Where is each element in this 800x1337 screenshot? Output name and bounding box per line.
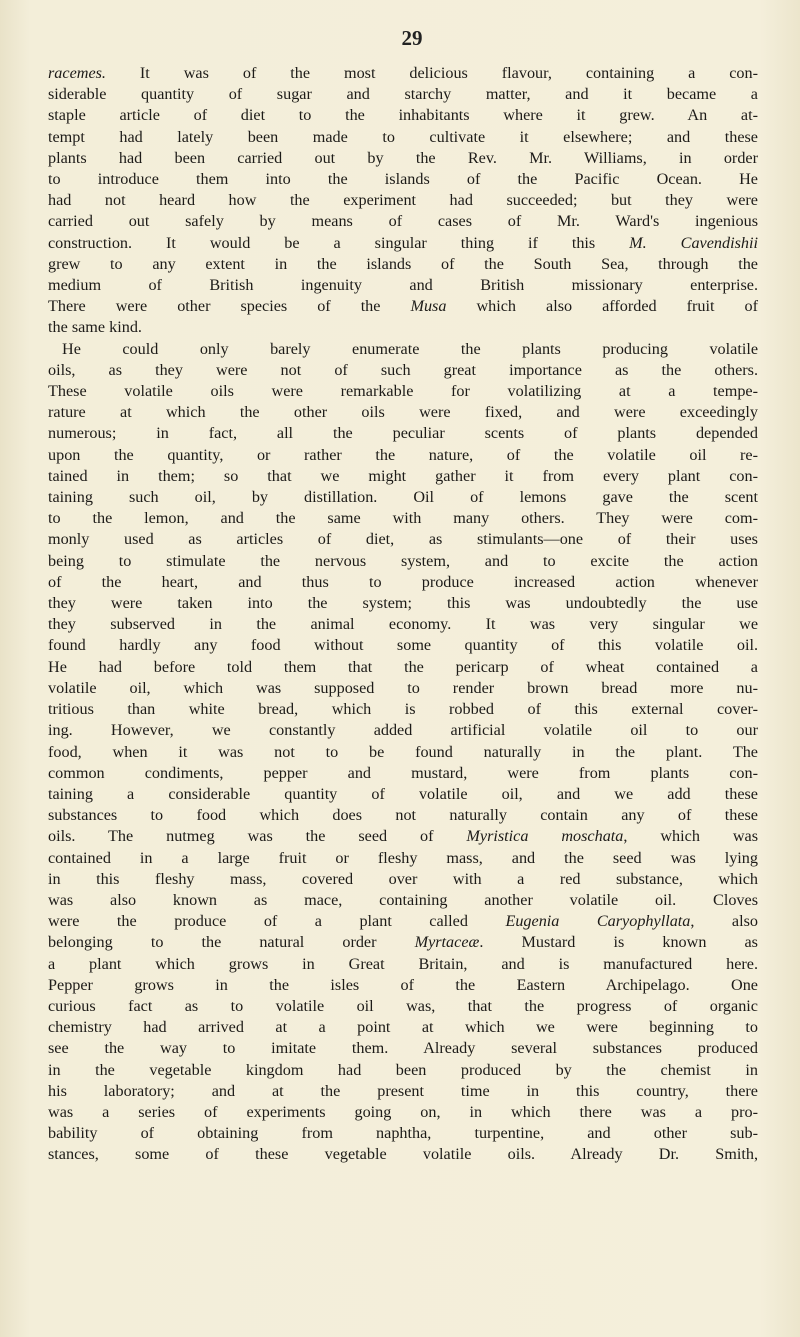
text-line: siderable quantity of sugar and starchy matter, and it became a — [48, 85, 758, 104]
text-line: tempt had lately been made to cultivate it elsewhere; and these — [48, 127, 758, 146]
text-line: chemistry had arrived at a point at which we were beginning to — [48, 1018, 758, 1037]
text-line: upon the quantity, or rather the nature, of the volatile oil re- — [48, 445, 758, 464]
text-line: was a series of experiments going on, in which there was a pro- — [48, 1102, 758, 1121]
paragraph-1 — [48, 63, 758, 339]
text-line: medium of British ingenuity and British missionary enterprise. — [48, 276, 758, 295]
text-line: belonging to the natural order Myrtaceæ. Mustard is known as — [48, 933, 758, 952]
text-line: construction. It would be a singular thing if this M. Cavendishii — [48, 233, 758, 252]
text-line: found hardly any food without some quantity of this volatile oil. — [48, 636, 758, 655]
text-line: These volatile oils were remarkable for volatilizing at a tempe- — [48, 382, 758, 401]
text-line: they were taken into the system; this was undoubtedly the use — [48, 594, 758, 613]
text-line: taining such oil, by distillation. Oil of lemons gave the scent — [48, 488, 758, 507]
text-line: food, when it was not to be found naturally in the plant. The — [48, 742, 758, 761]
text-line: volatile oil, which was supposed to render brown bread more nu- — [48, 678, 758, 697]
text-line: curious fact as to volatile oil was, that the progress of organic — [48, 996, 758, 1015]
text-line: to introduce them into the islands of the Pacific Ocean. He — [48, 170, 758, 189]
text-line: tained in them; so that we might gather it from every plant con- — [48, 466, 758, 485]
text-line: being to stimulate the nervous system, and to excite the action — [48, 551, 758, 570]
text-line: contained in a large fruit or fleshy mass, and the seed was lying — [48, 848, 758, 867]
text-line: taining a considerable quantity of volatile oil, and we add these — [48, 784, 758, 803]
text-line: He could only barely enumerate the plants producing volatile — [62, 339, 758, 358]
text-line: grew to any extent in the islands of the South Sea, through the — [48, 254, 758, 273]
text-line: oils. The nutmeg was the seed of Myristica moschata, which was — [48, 827, 758, 846]
text-line: staple article of diet to the inhabitants where it grew. An at- — [48, 106, 758, 125]
text-line: There were other species of the Musa which also afforded fruit of — [48, 297, 758, 316]
text-line: to the lemon, and the same with many others. They were com- — [48, 509, 758, 528]
text-line: plants had been carried out by the Rev. Mr. Williams, in order — [48, 148, 758, 167]
text-line: bability of obtaining from naphtha, turpentine, and other sub- — [48, 1124, 758, 1143]
text-line: stances, some of these vegetable volatile oils. Already Dr. Smith, — [48, 1145, 758, 1164]
text-line: was also known as mace, containing another volatile oil. Cloves — [48, 890, 758, 909]
text-line: tritious than white bread, which is robbed of this external cover- — [48, 700, 758, 719]
paragraph-2 — [48, 339, 758, 1166]
text-line: were the produce of a plant called Eugenia Caryophyllata, also — [48, 912, 758, 931]
body-text — [48, 63, 758, 1166]
text-line: rature at which the other oils were fixed, and were exceedingly — [48, 403, 758, 422]
text-line: the same kind. — [48, 318, 142, 337]
text-line: of the heart, and thus to produce increased action whenever — [48, 572, 758, 591]
text-line: ing. However, we constantly added artificial volatile oil to our — [48, 721, 758, 740]
text-line: oils, as they were not of such great importance as the others. — [48, 360, 758, 379]
text-line: had not heard how the experiment had succeeded; but they were — [48, 191, 758, 210]
text-line: his laboratory; and at the present time in this country, there — [48, 1081, 758, 1100]
text-line: He had before told them that the pericarp of wheat contained a — [48, 657, 758, 676]
page-number: 29 — [401, 26, 423, 50]
text-line: carried out safely by means of cases of Mr. Ward's ingenious — [48, 212, 758, 231]
text-line: common condiments, pepper and mustard, were from plants con- — [48, 763, 758, 782]
text-line: substances to food which does not naturally contain any of these — [48, 806, 758, 825]
text-line: in the vegetable kingdom had been produced by the chemist in — [48, 1060, 758, 1079]
text-line: a plant which grows in Great Britain, and is manufactured here. — [48, 954, 758, 973]
text-line: they subserved in the animal economy. It was very singular we — [48, 615, 758, 634]
text-line: in this fleshy mass, covered over with a red substance, which — [48, 869, 758, 888]
text-line: monly used as articles of diet, as stimulants—one of their uses — [48, 530, 758, 549]
text-line: see the way to imitate them. Already several substances produced — [48, 1039, 758, 1058]
text-line: numerous; in fact, all the peculiar scents of plants depended — [48, 424, 758, 443]
text-line: racemes. It was of the most delicious flavour, containing a con- — [48, 64, 758, 82]
text-line: Pepper grows in the isles of the Eastern Archipelago. One — [48, 975, 758, 994]
